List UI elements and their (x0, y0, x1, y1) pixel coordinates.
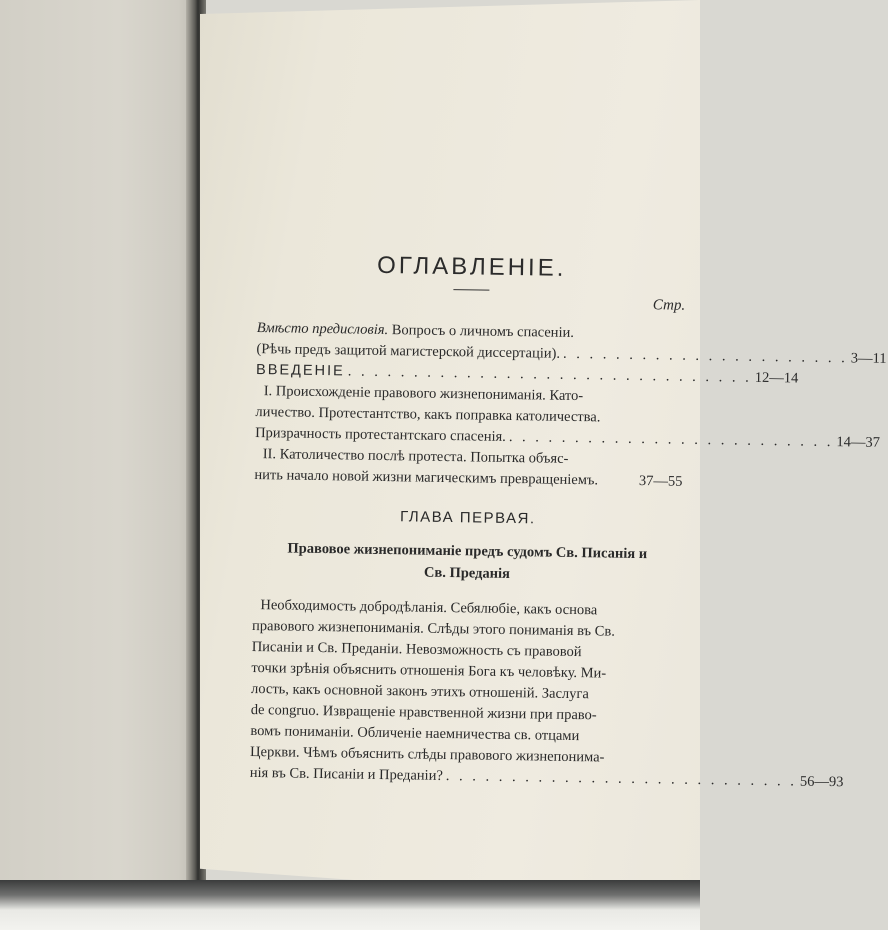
chapter-heading: ГЛАВА ПЕРВАЯ. (399, 508, 536, 528)
leader-dots: . . . . . . . . . . . . . . . . . . . . . . (562, 345, 848, 367)
page-column-label: Стр. (652, 297, 686, 314)
leader-dots: . . . . . . . . . . . . . . . . . . . . . . . . . . . . . . . (347, 363, 752, 386)
leader-dots: . . . . . . . . . . . . . . . . . . . . . . . . . . . (445, 768, 798, 790)
summary-line: правового жизнепониманія. Слѣды этого пониманія въ Св. (251, 617, 616, 640)
summary-line: Необходимость добродѣланія. Себялюбіе, какъ основа (260, 597, 598, 619)
chapter-subtitle-1: Правовое жизнепониманіе предъ судомъ Св. Писанія и (287, 540, 648, 563)
section-2-line-1: II. Католичество послѣ протеста. Попытка объяс- (262, 446, 569, 467)
section-1-line-1: I. Происхожденіе правового жизнепониманія. Като- (263, 383, 584, 405)
section-1-line-2: личество. Протестантство, какъ поправка католичества. (255, 403, 601, 426)
section-2-pages: 37—55 (638, 473, 683, 490)
summary-line: лость, какъ основной законъ этихъ отношеній. Заслуга (250, 680, 589, 703)
preface-subtext: (Рѣчь предъ защитой магистерской диссертаціи). (256, 340, 561, 362)
summary-line: Писаніи и Св. Преданіи. Невозможность съ правовой (251, 638, 582, 661)
summary-line: Церкви. Чѣмъ объяснить слѣды правового жизнепонима- (249, 743, 605, 766)
summary-line: вомъ пониманіи. Обличеніе наемничества св. отцами (250, 722, 580, 745)
table-of-contents (249, 250, 887, 791)
section-1-pages: 14—37 (836, 434, 881, 451)
section-2-text: нить начало новой жизни магическимъ превращеніемъ. (254, 466, 599, 489)
toc-title: ОГЛАВЛЕНІЕ. (376, 251, 567, 282)
bottom-edge (0, 880, 700, 930)
left-page (0, 0, 198, 930)
title-rule (453, 289, 489, 291)
leader-dots: . . . . . . . . . . . . . . . . . . . . . . . . . (508, 428, 834, 451)
chapter-pages: 56—93 (799, 773, 844, 791)
leader-dots (598, 484, 639, 485)
summary-line: de congruo. Извращеніе нравственной жизни при право- (250, 701, 597, 724)
preface-text: Вопросъ о личномъ спасеніи. (391, 322, 575, 341)
intro-pages: 12—14 (754, 369, 799, 387)
intro-label: ВВЕДЕНІЕ (255, 361, 345, 380)
preface-label: Вмѣсто предисловія. (256, 319, 389, 339)
chapter-subtitle-2: Св. Преданія (423, 564, 511, 582)
section-1-text: Призрачность протестантскаго спасенія. (254, 424, 507, 445)
summary-line: точки зрѣнія объяснить отношенія Бога къ человѣку. Ми- (251, 659, 607, 682)
summary-last-text: нія въ Св. Писаніи и Преданіи? (249, 764, 443, 784)
preface-pages: 3—11 (850, 350, 887, 367)
chapter-summary (249, 595, 844, 791)
